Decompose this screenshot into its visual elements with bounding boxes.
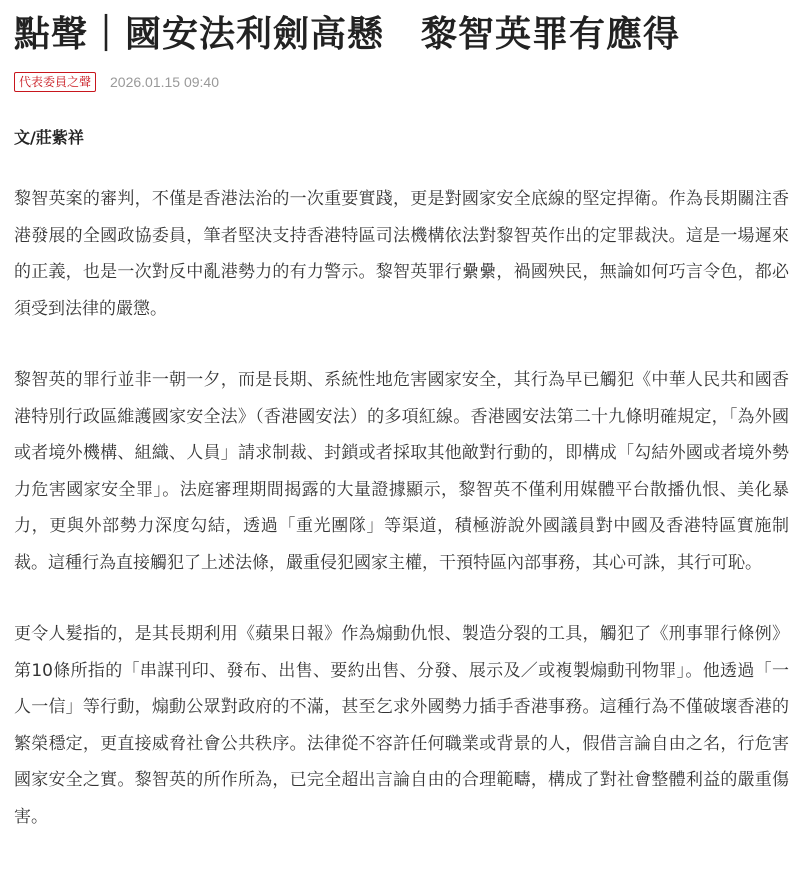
publish-timestamp: 2026.01.15 09:40 xyxy=(110,74,220,90)
article-meta xyxy=(14,71,219,93)
article-body xyxy=(14,181,789,870)
article-title: 點聲｜國安法利劍高懸 黎智英罪有應得 xyxy=(14,14,681,55)
category-tag[interactable]: 代表委員之聲 xyxy=(14,72,96,92)
article-paragraph-1: 黎智英案的審判，不僅是香港法治的一次重要實踐，更是對國家安全底線的堅定捍衛。作為長期關注香港發展的全國政協委員，筆者堅決支持香港特區司法機構依法對黎智英作出的定罪裁決。這是一場遲來的正義，也是一次對反中亂港勢力的有力警示。黎智英罪行纍纍，禍國殃民，無論如何巧言令色，都必須受到法律的嚴懲。 xyxy=(14,189,789,319)
article-paragraph-2: 黎智英的罪行並非一朝一夕，而是長期、系統性地危害國家安全，其行為早已觸犯《中華人民共和國香港特別行政區維護國家安全法》（香港國安法）的多項紅線。香港國安法第二十九條明確規定，「為外國或者境外機構、組織、人員」請求制裁、封鎖或者採取其他敵對行動的，即構成「勾結外國或者境外勢力危害國家安全罪」。法庭審理期間揭露的大量證據顯示，黎智英不僅利用媒體平台散播仇恨、美化暴力，更與外部勢力深度勾結，透過「重光團隊」等渠道，積極游說外國議員對中國及香港特區實施制裁。這種行為直接觸犯了上述法條，嚴重侵犯國家主權，干預特區內部事務，其心可誅，其行可恥。 xyxy=(14,370,789,573)
article-paragraph-3: 更令人髮指的，是其長期利用《蘋果日報》作為煽動仇恨、製造分裂的工具，觸犯了《刑事罪行條例》第10條所指的「串謀刊印、發布、出售、要約出售、分發、展示及／或複製煽動刊物罪」。他透過「一人一信」等行動，煽動公眾對政府的不滿，甚至乞求外國勢力插手香港事務。這種行為不僅破壞香港的繁榮穩定，更直接威脅社會公共秩序。法律從不容許任何職業或背景的人，假借言論自由之名，行危害國家安全之實。黎智英的所作所為，已完全超出言論自由的合理範疇，構成了對社會整體利益的嚴重傷害。 xyxy=(14,624,789,827)
author-byline: 文/莊紫祥 xyxy=(14,128,84,147)
